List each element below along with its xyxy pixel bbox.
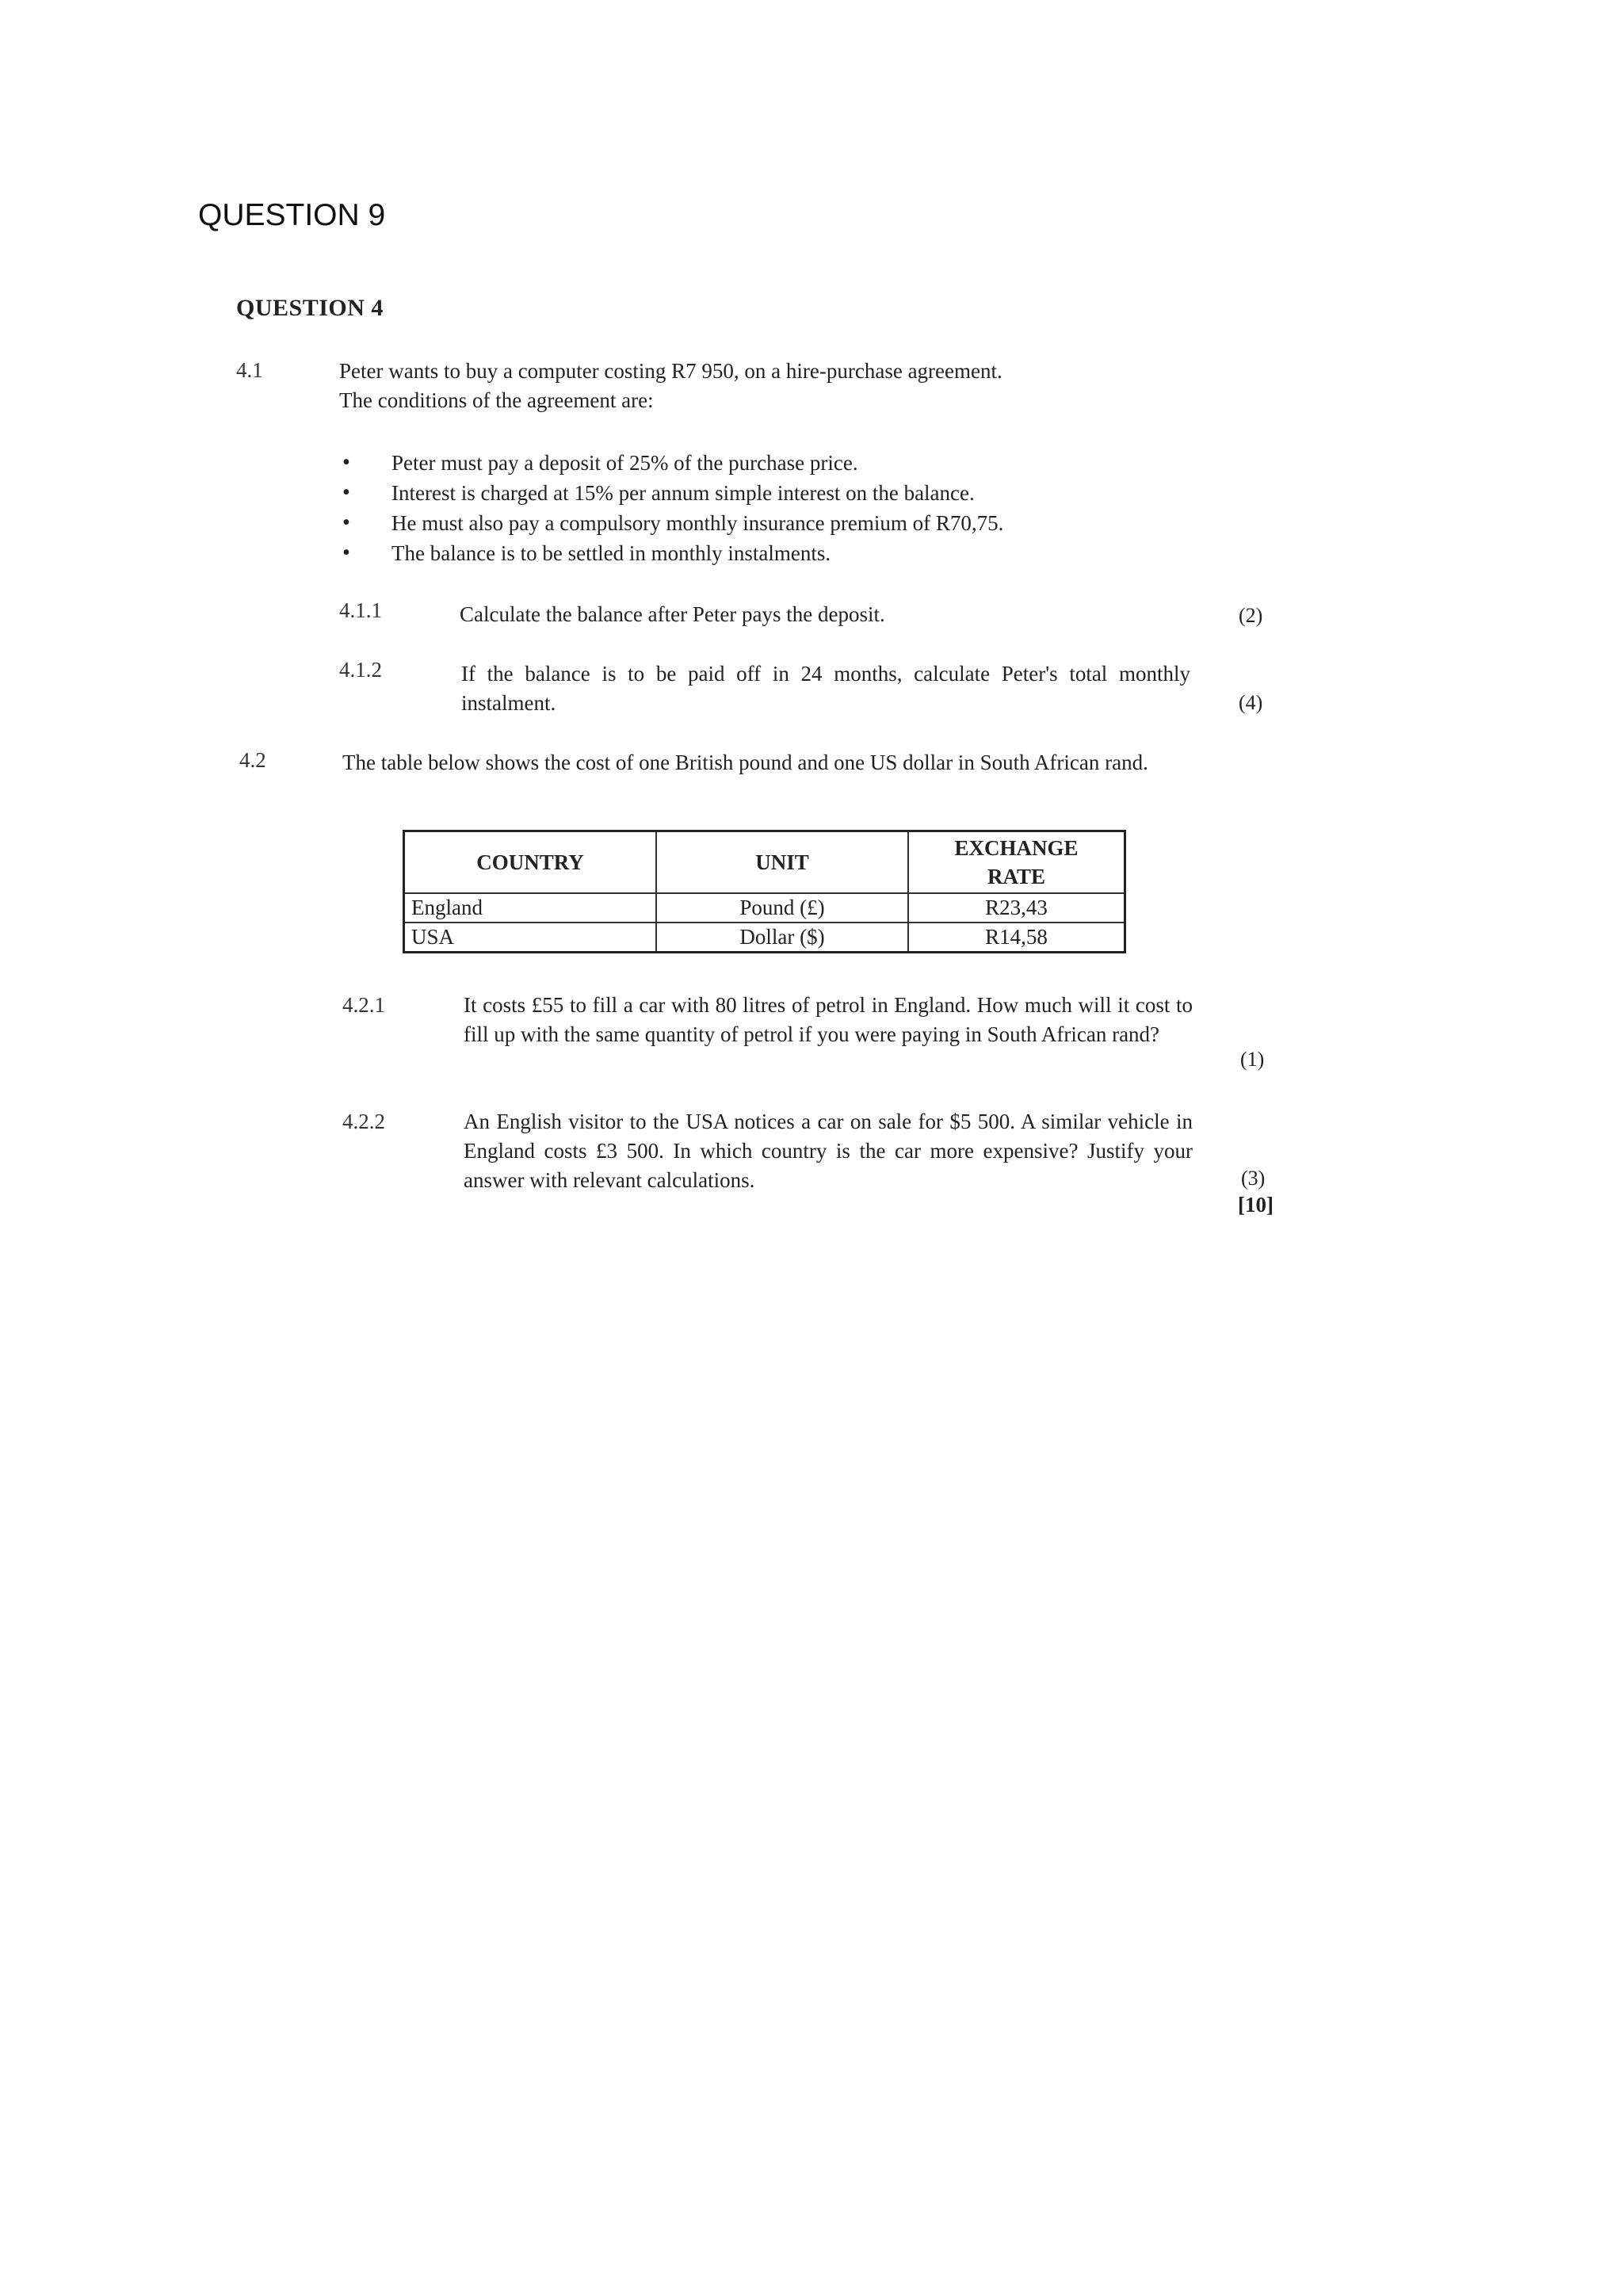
table-row (404, 893, 1125, 923)
question-4-1-number: 4.1 (236, 358, 263, 382)
header-line: RATE (987, 865, 1045, 888)
question-4-1-1-text: Calculate the balance after Peter pays the deposit. (460, 602, 885, 626)
cell-rate: R14,58 (908, 923, 1125, 953)
question-4-2-2-marks: (3) (1241, 1167, 1266, 1190)
intro-line-2: The conditions of the agreement are: (339, 388, 654, 412)
cell-unit: Dollar ($) (656, 923, 908, 953)
question-4-2-number: 4.2 (239, 748, 266, 772)
question-4-2-2-number: 4.2.2 (342, 1110, 385, 1133)
question-4-2-1-number: 4.2.1 (342, 993, 385, 1017)
question-4-1-intro (339, 357, 1211, 415)
header-line: EXCHANGE (954, 836, 1079, 860)
cell-unit: Pound (£) (656, 893, 908, 923)
condition-item: • Interest is charged at 15% per annum simple interest on the balance. (342, 478, 1135, 508)
condition-item: • Peter must pay a deposit of 25% of the purchase price. (342, 448, 1135, 478)
conditions-list (342, 448, 1135, 568)
question-4-1-1-marks: (2) (1239, 604, 1263, 627)
question-4-2-1-text: It costs £55 to fill a car with 80 litres of petrol in England. How much will it cost to fill up with the same quantity of petrol if you were paying in South African rand? (464, 993, 1193, 1046)
table-header-row (404, 831, 1125, 894)
question-4-2-intro: The table below shows the cost of one British pound and one US dollar in South African rand. (342, 751, 1148, 774)
table-row (404, 923, 1125, 953)
question-4-1-2-text: If the balance is to be paid off in 24 months, calculate Peter's total monthly instalment. (461, 662, 1190, 715)
cell-rate: R23,43 (908, 893, 1125, 923)
cell-country: England (404, 893, 657, 923)
column-header-country: COUNTRY (404, 831, 657, 894)
page-heading: QUESTION 9 (198, 198, 386, 232)
question-4-1-2-number: 4.1.2 (339, 658, 382, 682)
question-4-1-1-number: 4.1.1 (339, 598, 382, 622)
question-total-marks: [10] (1238, 1193, 1274, 1217)
condition-item: • The balance is to be settled in monthly instalments. (342, 538, 1135, 568)
column-header-exchange-rate (908, 831, 1125, 894)
exchange-rate-table (403, 830, 1126, 953)
question-4-2-1-marks: (1) (1240, 1048, 1265, 1071)
condition-item: • He must also pay a compulsory monthly insurance premium of R70,75. (342, 508, 1135, 538)
column-header-unit: UNIT (656, 831, 908, 894)
cell-country: USA (404, 923, 657, 953)
intro-line-1: Peter wants to buy a computer costing R7 950, on a hire-purchase agreement. (339, 359, 1002, 383)
question-4-2-2-text: An English visitor to the USA notices a car on sale for $5 500. A similar vehicle in England costs £3 500. In which country is the car more expensive? Justify your answer with relevant calculations. (464, 1110, 1193, 1192)
question-4-1-2-marks: (4) (1239, 691, 1263, 714)
question-title: QUESTION 4 (236, 295, 384, 321)
